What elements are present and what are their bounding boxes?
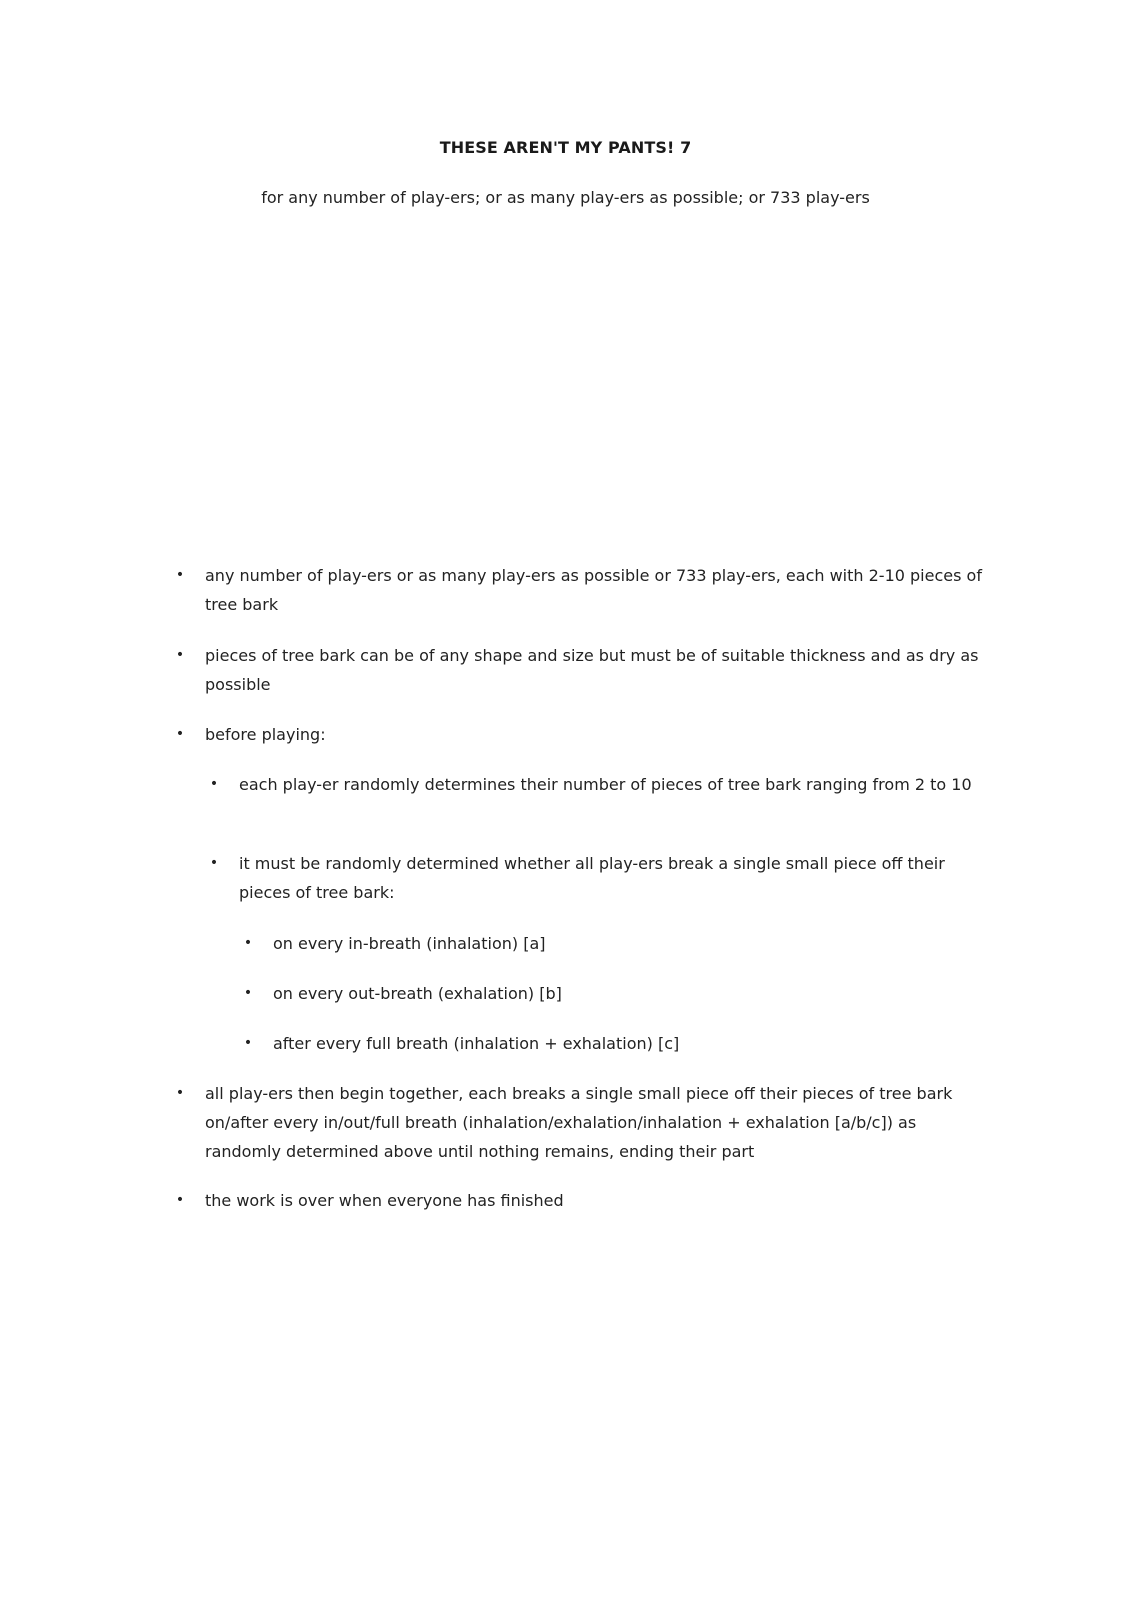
list-item-text: each play-er randomly determines their number of pieces of tree bark ranging from 2 to 10 — [239, 775, 972, 794]
bullet-icon: • — [175, 1085, 185, 1101]
list-item — [209, 849, 999, 907]
bullet-icon: • — [175, 567, 185, 583]
document-title: THESE AREN'T MY PANTS! 7 — [439, 138, 692, 157]
list-item — [175, 1079, 995, 1166]
bullet-icon: • — [175, 726, 185, 742]
bullet-icon: • — [175, 647, 185, 663]
bullet-icon: • — [243, 985, 253, 1001]
list-item — [209, 770, 999, 799]
list-item-text: all play-ers then begin together, each breaks a single small piece off their pieces of tree bark on/after every in/out/full breath (inhalation/exhalation/inhalation + exhalation [a/b/c]) as randomly determined above until nothing remains, ending their part — [205, 1084, 953, 1161]
list-item — [175, 720, 995, 749]
list-item-text: on every in-breath (inhalation) [a] — [273, 934, 546, 953]
list-item-text: before playing: — [205, 725, 326, 744]
list-item — [175, 1186, 995, 1215]
bullet-icon: • — [243, 935, 253, 951]
list-item-text: it must be randomly determined whether all play-ers break a single small piece off their pieces of tree bark: — [239, 854, 945, 902]
list-item-text: on every out-breath (exhalation) [b] — [273, 984, 562, 1003]
list-item — [175, 641, 995, 699]
bullet-icon: • — [175, 1192, 185, 1208]
list-item — [243, 929, 993, 958]
bullet-icon: • — [209, 855, 219, 871]
list-item-text: after every full breath (inhalation + exhalation) [c] — [273, 1034, 680, 1053]
list-item-text: the work is over when everyone has finished — [205, 1191, 564, 1210]
bullet-icon: • — [209, 776, 219, 792]
list-item — [243, 979, 993, 1008]
bullet-icon: • — [243, 1035, 253, 1051]
list-item — [175, 561, 995, 619]
list-item — [243, 1029, 993, 1058]
list-item-text: any number of play-ers or as many play-ers as possible or 733 play-ers, each with 2-10 pieces of tree bark — [205, 566, 982, 614]
document-subtitle: for any number of play-ers; or as many play-ers as possible; or 733 play-ers — [261, 188, 870, 207]
list-item-text: pieces of tree bark can be of any shape and size but must be of suitable thickness and as dry as possible — [205, 646, 979, 694]
